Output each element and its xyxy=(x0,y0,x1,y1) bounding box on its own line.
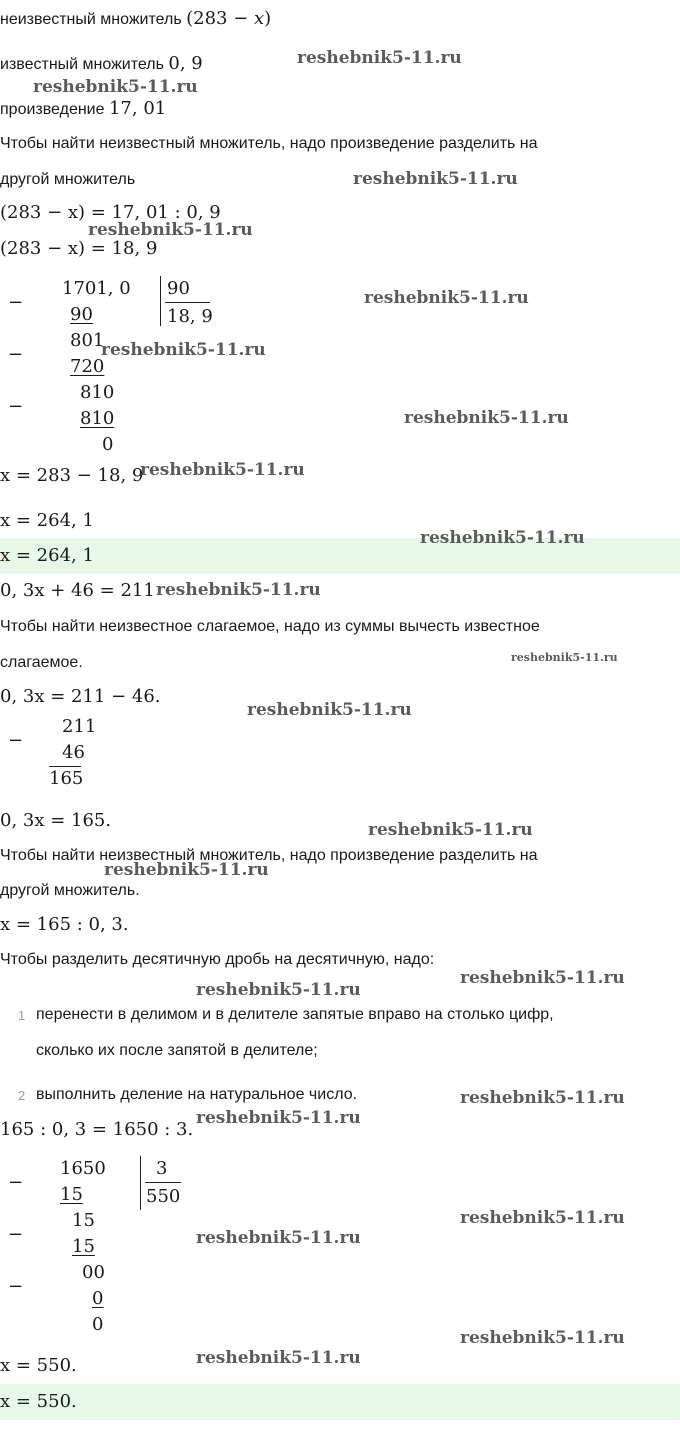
watermark: reshebnik5-11.ru xyxy=(353,169,518,189)
product-line: произведение 17, 01 xyxy=(0,98,167,119)
div1-quotient: 18, 9 xyxy=(167,306,213,327)
rule-text-3a: Чтобы найти неизвестный множитель, надо произведение разделить на xyxy=(0,847,538,864)
div1-sub-1: 90 xyxy=(70,304,93,325)
answer-highlight-2 xyxy=(0,1384,680,1420)
watermark: reshebnik5-11.ru xyxy=(156,580,321,600)
div1-minus-1: − xyxy=(8,292,24,313)
sub-result: 165 xyxy=(49,768,84,789)
equation-7: 0, 3x = 165. xyxy=(0,810,112,831)
div2-sub-1: 15 xyxy=(60,1184,83,1205)
div1-rem-2: 810 xyxy=(80,382,115,403)
watermark: reshebnik5-11.ru xyxy=(196,1228,361,1248)
sub-top: 211 xyxy=(62,716,97,737)
sub-minus: − xyxy=(8,730,24,751)
div2-divisor: 3 xyxy=(156,1158,168,1179)
div1-rem-1: 801 xyxy=(70,330,105,351)
equation-9: 165 : 0, 3 = 1650 : 3. xyxy=(0,1119,194,1140)
watermark: reshebnik5-11.ru xyxy=(364,288,529,308)
list-item-number-2: 2 xyxy=(18,1088,26,1103)
watermark: reshebnik5-11.ru xyxy=(460,968,625,988)
watermark: reshebnik5-11.ru xyxy=(196,980,361,1000)
watermark: reshebnik5-11.ru xyxy=(101,340,266,360)
rule-text-4: Чтобы разделить десятичную дробь на десятичную, надо: xyxy=(0,951,435,968)
equation-3: x = 283 − 18, 9 xyxy=(0,465,144,486)
list-item-1a: перенести в делимом и в делителе запятые вправо на столько цифр, xyxy=(36,1006,554,1023)
watermark: reshebnik5-11.ru xyxy=(33,77,198,97)
div2-divider-horizontal xyxy=(145,1182,181,1183)
div1-divisor: 90 xyxy=(167,278,190,299)
sub-mid: 46 xyxy=(62,742,85,763)
equation-10: x = 550. xyxy=(0,1355,77,1376)
equation-8: x = 165 : 0, 3. xyxy=(0,914,129,935)
unknown-factor-line: неизвестный множитель (283 − x) xyxy=(0,8,272,29)
known-factor-line: известный множитель 0, 9 xyxy=(0,53,203,74)
watermark: reshebnik5-11.ru xyxy=(460,1088,625,1108)
div2-rem-1: 15 xyxy=(72,1210,95,1231)
rule-text-2a: Чтобы найти неизвестное слагаемое, надо из суммы вычесть известное xyxy=(0,618,540,635)
div2-minus-2: − xyxy=(8,1224,24,1245)
watermark: reshebnik5-11.ru xyxy=(88,220,253,240)
watermark: reshebnik5-11.ru xyxy=(247,700,412,720)
div1-sub-3: 810 xyxy=(80,408,115,429)
watermark: reshebnik5-11.ru xyxy=(368,820,533,840)
equation-5: 0, 3x + 46 = 211 xyxy=(0,580,155,601)
div2-minus-1: − xyxy=(8,1172,24,1193)
rule-text-1b: другой множитель xyxy=(0,171,136,188)
div2-rem-2: 00 xyxy=(82,1262,105,1283)
div1-divider-vertical xyxy=(160,276,161,326)
rule-text-3b: другой множитель. xyxy=(0,882,140,899)
div2-quotient: 550 xyxy=(146,1186,181,1207)
rule-text-1a: Чтобы найти неизвестный множитель, надо произведение разделить на xyxy=(0,135,538,152)
list-item-1b: сколько их после запятой в делителе; xyxy=(36,1042,318,1059)
div2-divider-vertical xyxy=(140,1156,141,1210)
div2-dividend: 1650 xyxy=(60,1158,106,1179)
list-item-number-1: 1 xyxy=(18,1008,26,1023)
watermark: reshebnik5-11.ru xyxy=(404,408,569,428)
div1-minus-2: − xyxy=(8,344,24,365)
watermark: reshebnik5-11.ru xyxy=(104,860,269,880)
watermark: reshebnik5-11.ru xyxy=(511,651,618,664)
equation-1: (283 − x) = 17, 01 : 0, 9 xyxy=(0,202,221,223)
watermark: reshebnik5-11.ru xyxy=(297,48,462,68)
list-item-2a: выполнить деление на натуральное число. xyxy=(36,1086,358,1103)
watermark: reshebnik5-11.ru xyxy=(196,1348,361,1368)
equation-4: x = 264, 1 xyxy=(0,510,94,531)
watermark: reshebnik5-11.ru xyxy=(140,460,305,480)
div2-sub-2: 15 xyxy=(72,1236,95,1257)
answer-1: x = 264, 1 xyxy=(0,545,94,566)
div1-rem-3: 0 xyxy=(102,434,114,455)
watermark: reshebnik5-11.ru xyxy=(460,1208,625,1228)
div2-minus-3: − xyxy=(8,1276,24,1297)
div2-sub-3: 0 xyxy=(92,1288,104,1309)
watermark: reshebnik5-11.ru xyxy=(460,1328,625,1348)
div1-sub-2: 720 xyxy=(70,356,105,377)
answer-2: x = 550. xyxy=(0,1391,77,1412)
div1-minus-3: − xyxy=(8,396,24,417)
sub-line xyxy=(49,766,81,767)
div2-rem-3: 0 xyxy=(92,1314,104,1335)
rule-text-2b: слагаемое. xyxy=(0,654,83,671)
div1-dividend: 1701, 0 xyxy=(62,278,131,299)
watermark: reshebnik5-11.ru xyxy=(420,528,585,548)
watermark: reshebnik5-11.ru xyxy=(196,1108,361,1128)
div1-divider-horizontal xyxy=(165,302,210,303)
equation-2: (283 − x) = 18, 9 xyxy=(0,238,158,259)
equation-6: 0, 3x = 211 − 46. xyxy=(0,686,161,707)
